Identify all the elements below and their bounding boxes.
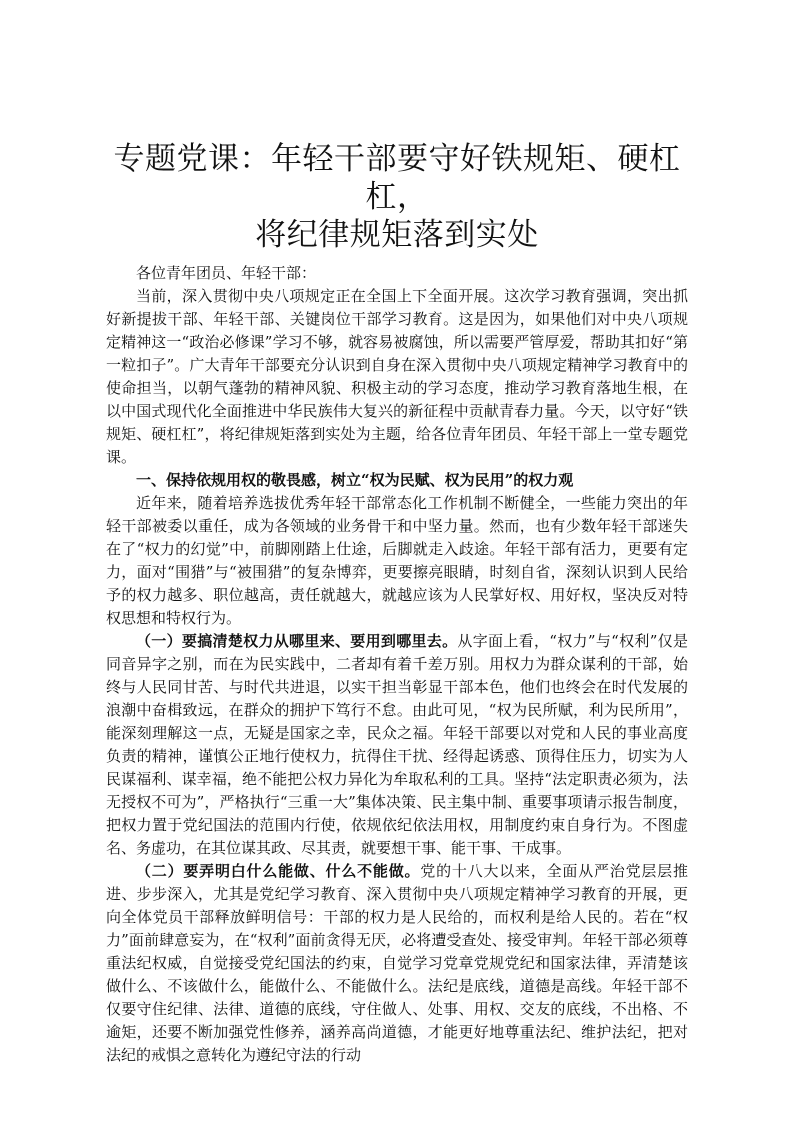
subsection-2-body: 党的十八大以来，全面从严治党层层推进、步步深入，尤其是党纪学习教育、深入贯彻中央八项规定精神学习教育的开展，更向全体党员干部释放鲜明信号：干部的权力是人民给的，而权利是给人民的。若在“权力”面前肆意妄为，在“权利”面前贪得无厌，必将遭受查处、接受审判。年轻干部必须尊重法纪权威，自觉接受党纪国法的约束，自觉学习党章党规党纪和国家法律，弄清楚该做什么、不该做什么，能做什么、不能做什么。法纪是底线，道德是高线。年轻干部不仅要守住纪律、法律、道德的底线，守住做人、处事、用权、交友的底线，不出格、不逾矩，还要不断加强党性修养，涵养高尚道德，才能更好地尊重法纪、维护法纪，把对法纪的戒惧之意转化为遵纪守法的行动 <box>106 862 688 1064</box>
title-line-2: 将纪律规矩落到实处 <box>255 217 539 253</box>
document-page <box>106 140 688 1067</box>
title-line-1: 专题党课：年轻干部要守好铁规矩、硬杠杠， <box>113 141 681 215</box>
subsection-1-heading: （一）要搞清楚权力从哪里来、要用到哪里去。 <box>136 632 458 650</box>
section-1-intro-paragraph: 近年来，随着培养选拔优秀年轻干部常态化工作机制不断健全，一些能力突出的年轻干部被委以重任，成为各领域的业务骨干和中坚力量。然而，也有少数年轻干部迷失在了“权力的幻觉”中，前脚刚踏上仕途，后脚就走入歧途。年轻干部有活力，更要有定力，面对“围猎”与“被围猎”的复杂博弈，更要擦亮眼睛，时刻自省，深刻认识到人民给予的权力越多、职位越高，责任就越大，就越应该为人民掌好权、用好权，坚决反对特权思想和特权行为。 <box>106 494 688 627</box>
intro-paragraph: 当前，深入贯彻中央八项规定正在全国上下全面开展。这次学习教育强调，突出抓好新提拔干部、年轻干部、关键岗位干部学习教育。这是因为，如果他们对中央八项规定精神这一“政治必修课”学习不够，就容易被腐蚀，所以需要严管厚爱，帮助其扣好“第一粒扣子”。广大青年干部要充分认识到自身在深入贯彻中央八项规定精神学习教育中的使命担当，以朝气蓬勃的精神风貌、积极主动的学习态度，推动学习教育落地生根，在以中国式现代化全面推进中华民族伟大复兴的新征程中贡献青春力量。今天，以守好“铁规矩、硬杠杠”，将纪律规矩落到实处为主题，给各位青年团员、年轻干部上一堂专题党课。 <box>106 287 688 466</box>
subsection-2-paragraph <box>106 860 688 1067</box>
subsection-1-body: 从字面上看，“权力”与“权利”仅是同音异字之别，而在为民实践中，二者却有着千差万别。用权力为群众谋利的干部，始终与人民同甘苦、与时代共进退，以实干担当彰显干部本色，他们也终会在时代发展的浪潮中奋楫致远，在群众的拥护下笃行不怠。由此可见，“权为民所赋，利为民所用”，能深刻理解这一点，无疑是国家之幸，民众之福。年轻干部要以对党和人民的事业高度负责的精神，谨慎公正地行使权力，抗得住干扰、经得起诱惑、顶得住压力，切实为人民谋福利、谋幸福，绝不能把公权力异化为牟取私利的工具。坚持“法定职责必须为，法无授权不可为”，严格执行“三重一大”集体决策、民主集中制、重要事项请示报告制度，把权力置于党纪国法的范围内行使，依规依纪依法用权，用制度约束自身行为。不图虚名、务虚功，在其位谋其政、尽其责，就要想干事、能干事、干成事。 <box>106 632 688 857</box>
subsection-1-paragraph <box>106 630 688 860</box>
section-1-heading: 一、保持依规用权的敬畏感，树立“权为民赋、权为民用”的权力观 <box>136 471 574 489</box>
subsection-2-heading: （二）要弄明白什么能做、什么不能做。 <box>136 862 421 880</box>
document-title <box>86 140 708 254</box>
salutation: 各位青年团员、年轻干部： <box>136 264 317 282</box>
